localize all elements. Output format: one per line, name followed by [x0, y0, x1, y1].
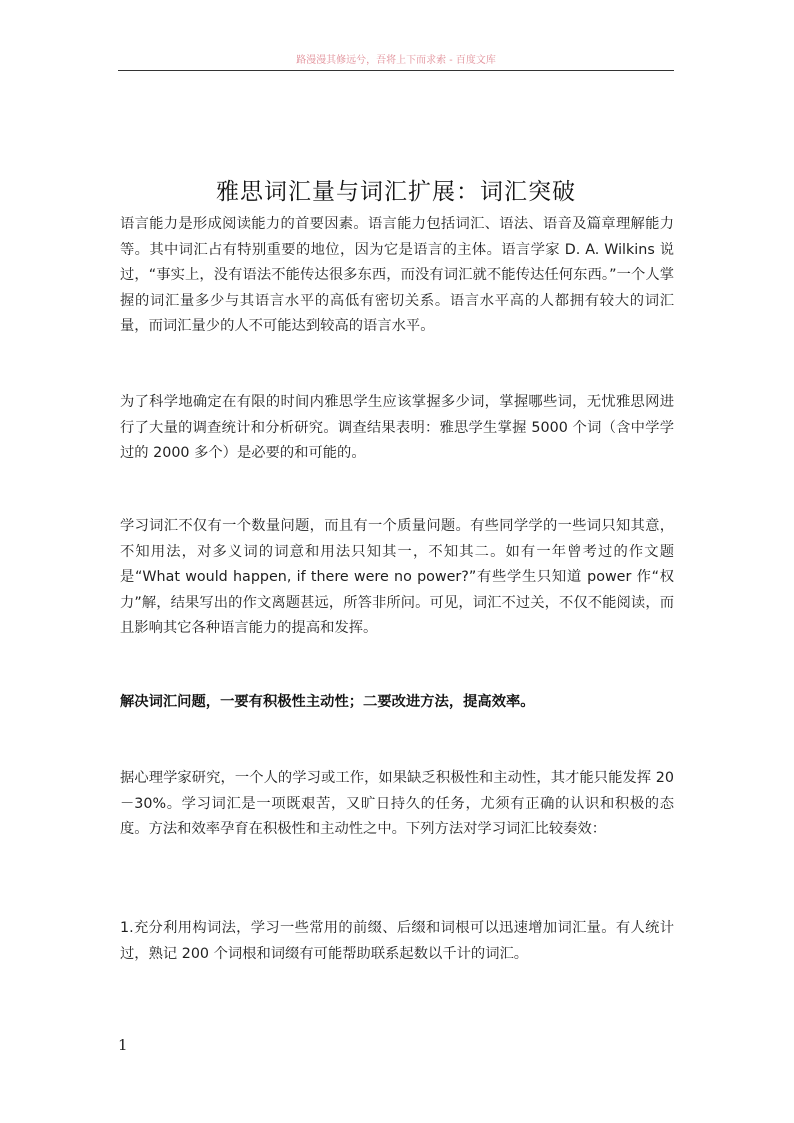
header-divider: [118, 70, 674, 71]
paragraph-solution-heading: 解决词汇问题，一要有积极性主动性；二要改进方法，提高效率。: [120, 694, 535, 710]
paragraph-psychology-research: 据心理学家研究，一个人的学习或工作，如果缺乏积极性和主动性，其才能只能发挥 20－30%。学习词汇是一项既艰苦，又旷日持久的任务，尤须有正确的认识和积极的态度。方法和效率孕育在积极性和主动性之中。下列方法对学习词汇比较奏效：: [120, 770, 674, 837]
page-number: 1: [118, 1036, 128, 1054]
paragraph-vocabulary-quality: 学习词汇不仅有一个数量问题，而且有一个质量问题。有些同学学的一些词只知其意，不知用法，对多义词的词意和用法只知其一，不知其二。如有一年曾考过的作文题是“What would happen, if there were no power?”有些学生只知道 power 作“权力”解，结果写出的作文离题甚远，所答非所问。可见，词汇不过关，不仅不能阅读，而且影响其它各种语言能力的提高和发挥。: [120, 518, 674, 636]
paragraph-method-word-formation: 1.充分利用构词法，学习一些常用的前缀、后缀和词根可以迅速增加词汇量。有人统计过，熟记 200 个词根和词缀有可能帮助联系起数以千计的词汇。: [120, 920, 674, 962]
paragraph-vocabulary-survey: 为了科学地确定在有限的时间内雅思学生应该掌握多少词，掌握哪些词，无忧雅思网进行了大量的调查统计和分析研究。调查结果表明：雅思学生掌握 5000 个词（含中学学过的 2000 多个）是必要的和可能的。: [120, 394, 674, 461]
document-title: 雅思词汇量与词汇扩展：词汇突破: [216, 179, 576, 206]
paragraph-language-ability: 语言能力是形成阅读能力的首要因素。语言能力包括词汇、语法、语音及篇章理解能力等。其中词汇占有特别重要的地位，因为它是语言的主体。语言学家 D. A. Wilkins 说过，“事实上，没有语法不能传达很多东西，而没有词汇就不能传达任何东西。”一个人掌握的词汇量多少与其语言水平的高低有密切关系。语言水平高的人都拥有较大的词汇量，而词汇量少的人不可能达到较高的语言水平。: [120, 216, 674, 334]
page-header-text: 路漫漫其修远兮，吾将上下而求索 - 百度文库: [296, 55, 496, 66]
